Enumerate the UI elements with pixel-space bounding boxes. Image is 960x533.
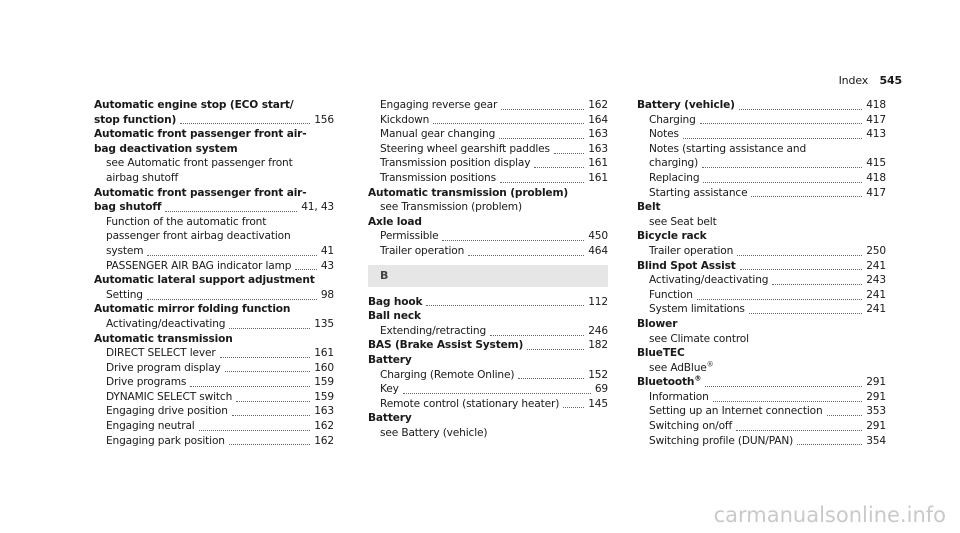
dot-leader bbox=[797, 443, 862, 445]
page-reference: 69 bbox=[594, 383, 608, 396]
entry-text: Drive program display bbox=[106, 361, 221, 374]
index-subentry bbox=[94, 171, 334, 186]
dot-leader bbox=[199, 429, 311, 431]
dot-leader bbox=[683, 137, 862, 139]
dot-leader bbox=[229, 327, 310, 329]
entry-text: Engaging park position bbox=[106, 434, 225, 447]
dot-leader bbox=[147, 298, 317, 300]
dot-leader bbox=[705, 385, 862, 387]
entry-text: see Automatic front passenger front bbox=[106, 157, 293, 170]
index-subentry bbox=[368, 382, 608, 397]
dot-leader bbox=[165, 210, 297, 212]
entry-text: Starting assistance bbox=[649, 186, 748, 199]
entry-text: charging) bbox=[649, 157, 699, 170]
dot-leader bbox=[190, 385, 310, 387]
entry-text: Automatic front passenger front air- bbox=[94, 186, 307, 199]
index-column-1 bbox=[94, 98, 334, 448]
dot-leader bbox=[751, 195, 862, 197]
entry-text: Charging (Remote Online) bbox=[380, 368, 515, 381]
page-reference: 182 bbox=[588, 339, 608, 352]
index-subentry bbox=[94, 215, 334, 230]
index-subentry bbox=[637, 273, 886, 288]
page-reference: 152 bbox=[588, 368, 608, 381]
index-entry bbox=[94, 98, 334, 113]
index-subentry bbox=[637, 113, 886, 128]
index-subentry bbox=[368, 142, 608, 157]
page-reference: 98 bbox=[320, 288, 334, 301]
dot-leader bbox=[713, 400, 863, 402]
dot-leader bbox=[220, 356, 311, 358]
index-entry bbox=[637, 229, 886, 244]
entry-text: Transmission positions bbox=[380, 171, 496, 184]
page-reference: 159 bbox=[314, 390, 334, 403]
index-entry bbox=[94, 142, 334, 157]
page-reference: 417 bbox=[866, 186, 886, 199]
dot-leader bbox=[527, 348, 584, 350]
dot-leader bbox=[500, 181, 584, 183]
index-entry bbox=[637, 375, 886, 390]
page-reference: 415 bbox=[866, 157, 886, 170]
entry-text: Bag hook bbox=[368, 295, 423, 308]
dot-leader bbox=[295, 268, 316, 270]
entry-text: Switching on/off bbox=[649, 420, 733, 433]
page-reference: 164 bbox=[588, 113, 608, 126]
watermark: carmanualsonline.info bbox=[713, 503, 946, 527]
dot-leader bbox=[468, 254, 584, 256]
index-subentry bbox=[94, 390, 334, 405]
dot-leader bbox=[702, 166, 862, 168]
page-reference: 160 bbox=[314, 361, 334, 374]
entry-text: Function of the automatic front bbox=[106, 215, 267, 228]
entry-text: Function bbox=[649, 288, 693, 301]
index-subentry bbox=[94, 434, 334, 449]
entry-text: Blower bbox=[637, 317, 678, 330]
index-subentry bbox=[94, 375, 334, 390]
index-entry bbox=[368, 411, 608, 426]
index-entry bbox=[368, 353, 608, 368]
index-subentry bbox=[637, 302, 886, 317]
entry-text: Steering wheel gearshift paddles bbox=[380, 142, 550, 155]
entry-text: Engaging reverse gear bbox=[380, 99, 498, 111]
index-entry bbox=[368, 309, 608, 324]
page-reference: 161 bbox=[588, 171, 608, 184]
index-subentry bbox=[94, 288, 334, 303]
index-subentry bbox=[637, 186, 886, 201]
index-entry bbox=[94, 273, 334, 288]
index-subentry bbox=[368, 368, 608, 383]
index-subentry bbox=[637, 244, 886, 259]
index-entry bbox=[368, 338, 608, 353]
dot-leader bbox=[236, 400, 310, 402]
dot-leader bbox=[554, 152, 584, 154]
dot-leader bbox=[737, 254, 862, 256]
entry-text: Engaging neutral bbox=[106, 420, 195, 433]
entry-text: Engaging drive position bbox=[106, 405, 228, 418]
entry-text: system bbox=[106, 244, 144, 257]
entry-text: System limitations bbox=[649, 303, 745, 316]
dot-leader bbox=[499, 137, 584, 139]
page-reference: 162 bbox=[588, 99, 608, 111]
entry-text: BlueTEC bbox=[637, 347, 685, 360]
page-reference: 243 bbox=[866, 274, 886, 287]
entry-text: Automatic front passenger front air- bbox=[94, 128, 307, 141]
page-reference: 161 bbox=[588, 157, 608, 170]
dot-leader bbox=[772, 283, 862, 285]
index-entry bbox=[94, 127, 334, 142]
dot-leader bbox=[518, 377, 584, 379]
index-entry bbox=[368, 295, 608, 310]
entry-text: Automatic transmission (problem) bbox=[368, 186, 569, 199]
index-subentry bbox=[637, 361, 886, 376]
index-subentry bbox=[637, 390, 886, 405]
entry-text: see Seat belt bbox=[649, 215, 717, 228]
dot-leader bbox=[225, 370, 311, 372]
index-entry bbox=[637, 346, 886, 361]
page-reference: 417 bbox=[866, 113, 886, 126]
page-reference: 418 bbox=[866, 171, 886, 184]
index-subentry bbox=[368, 113, 608, 128]
index-entry bbox=[637, 98, 886, 113]
page-reference: 354 bbox=[866, 434, 886, 447]
page-reference: 250 bbox=[866, 244, 886, 257]
index-subentry bbox=[94, 156, 334, 171]
page-reference: 163 bbox=[314, 405, 334, 418]
dot-leader bbox=[147, 254, 316, 256]
entry-text: DIRECT SELECT lever bbox=[106, 347, 216, 360]
dot-leader bbox=[739, 108, 862, 110]
entry-text: Manual gear changing bbox=[380, 128, 496, 141]
entry-text: Notes (starting assistance and bbox=[649, 142, 807, 155]
section-letter-b: B bbox=[368, 265, 608, 287]
dot-leader bbox=[501, 108, 584, 110]
index-entry bbox=[94, 200, 334, 215]
index-subentry bbox=[368, 426, 608, 441]
entry-text: Battery bbox=[368, 412, 412, 425]
index-entry bbox=[94, 332, 334, 347]
page-reference: 353 bbox=[866, 405, 886, 418]
dot-leader bbox=[827, 414, 863, 416]
index-subentry bbox=[637, 171, 886, 186]
entry-text: Belt bbox=[637, 201, 661, 214]
index-subentry bbox=[94, 317, 334, 332]
index-subentry bbox=[637, 434, 886, 449]
registered-mark: ® bbox=[706, 360, 714, 369]
page-reference: 162 bbox=[314, 420, 334, 433]
entry-text: Key bbox=[380, 383, 399, 396]
page-reference: 162 bbox=[314, 434, 334, 447]
index-subentry bbox=[94, 419, 334, 434]
entry-text: stop function) bbox=[94, 113, 177, 126]
index-subentry bbox=[637, 156, 886, 171]
dot-leader bbox=[433, 122, 584, 124]
index-entry bbox=[368, 215, 608, 230]
index-subentry bbox=[368, 244, 608, 259]
index-subentry bbox=[94, 259, 334, 274]
page-reference: 161 bbox=[314, 347, 334, 360]
page-reference: 241 bbox=[866, 259, 886, 272]
index-subentry bbox=[637, 127, 886, 142]
entry-text: Notes bbox=[649, 128, 679, 141]
index-column-3 bbox=[637, 98, 886, 448]
page-reference: 135 bbox=[314, 317, 334, 330]
index-subentry bbox=[368, 397, 608, 412]
header-label: Index bbox=[838, 74, 869, 87]
index-subentry bbox=[368, 171, 608, 186]
entry-text: see AdBlue® bbox=[649, 360, 714, 374]
index-subentry bbox=[368, 324, 608, 339]
page-reference: 418 bbox=[866, 99, 886, 111]
index-column-2 bbox=[368, 98, 608, 440]
entry-text: Replacing bbox=[649, 171, 700, 184]
entry-text: passenger front airbag deactivation bbox=[106, 230, 291, 243]
dot-leader bbox=[490, 334, 584, 336]
entry-text: see Battery (vehicle) bbox=[380, 426, 488, 439]
entry-text: DYNAMIC SELECT switch bbox=[106, 390, 233, 403]
index-subentry bbox=[94, 346, 334, 361]
dot-leader bbox=[229, 443, 310, 445]
entry-text: Bicycle rack bbox=[637, 230, 707, 243]
index-group-b bbox=[368, 295, 608, 441]
entry-text: Trailer operation bbox=[649, 244, 734, 257]
dot-leader bbox=[403, 392, 591, 394]
page-reference: 246 bbox=[588, 324, 608, 337]
page-header bbox=[839, 74, 902, 87]
dot-leader bbox=[703, 181, 862, 183]
index-entry bbox=[637, 317, 886, 332]
page-reference: 241 bbox=[866, 303, 886, 316]
dot-leader bbox=[534, 166, 584, 168]
entry-text: Permissible bbox=[380, 230, 439, 243]
page-reference: 163 bbox=[588, 128, 608, 141]
page-reference: 291 bbox=[866, 420, 886, 433]
page-reference: 112 bbox=[588, 295, 608, 308]
entry-text: see Transmission (problem) bbox=[380, 201, 522, 214]
dot-leader bbox=[563, 406, 584, 408]
entry-text: Activating/deactivating bbox=[106, 317, 226, 330]
dot-leader bbox=[232, 414, 310, 416]
page-reference: 156 bbox=[314, 113, 334, 126]
page-reference: 145 bbox=[588, 397, 608, 410]
entry-text: Setting bbox=[106, 288, 143, 301]
index-subentry bbox=[368, 200, 608, 215]
index-subentry bbox=[94, 229, 334, 244]
entry-text: see Climate control bbox=[649, 332, 749, 345]
page-reference: 41 bbox=[320, 244, 334, 257]
page-reference: 291 bbox=[866, 390, 886, 403]
entry-text: Automatic transmission bbox=[94, 332, 233, 345]
dot-leader bbox=[180, 122, 310, 124]
page-reference: 450 bbox=[588, 230, 608, 243]
page-reference: 464 bbox=[588, 244, 608, 257]
index-entry bbox=[637, 259, 886, 274]
index-subentry bbox=[637, 215, 886, 230]
entry-text: Switching profile (DUN/PAN) bbox=[649, 434, 794, 447]
index-entry bbox=[94, 113, 334, 128]
page-number: 545 bbox=[879, 74, 902, 87]
registered-mark: ® bbox=[694, 375, 702, 383]
entry-text: Setting up an Internet connection bbox=[649, 405, 823, 418]
dot-leader bbox=[749, 312, 862, 314]
index-subentry bbox=[368, 127, 608, 142]
entry-text: bag shutoff bbox=[94, 201, 162, 214]
index-subentry bbox=[94, 244, 334, 259]
index-subentry bbox=[637, 419, 886, 434]
entry-text: Transmission position display bbox=[380, 157, 531, 170]
entry-text: bag deactivation system bbox=[94, 142, 238, 155]
entry-text: Blind Spot Assist bbox=[637, 259, 736, 272]
index-entry bbox=[94, 186, 334, 201]
page-reference: 43 bbox=[320, 259, 334, 272]
dot-leader bbox=[740, 268, 863, 270]
entry-text: Information bbox=[649, 390, 709, 403]
index-entry bbox=[637, 200, 886, 215]
page-reference: 41, 43 bbox=[301, 201, 334, 214]
entry-text: Bluetooth® bbox=[637, 375, 702, 389]
index-entry bbox=[368, 186, 608, 201]
index-subentry bbox=[637, 142, 886, 157]
entry-text: PASSENGER AIR BAG indicator lamp bbox=[106, 259, 292, 272]
dot-leader bbox=[697, 298, 862, 300]
entry-text: Kickdown bbox=[380, 113, 430, 126]
index-subentry bbox=[368, 229, 608, 244]
entry-text: Automatic lateral support adjustment bbox=[94, 274, 315, 287]
entry-text: Activating/deactivating bbox=[649, 274, 769, 287]
index-subentry bbox=[637, 332, 886, 347]
entry-text: BAS (Brake Assist System) bbox=[368, 339, 524, 352]
entry-text: Battery (vehicle) bbox=[637, 99, 735, 111]
index-entry bbox=[94, 302, 334, 317]
index-subentry bbox=[94, 361, 334, 376]
index-subentry bbox=[368, 98, 608, 113]
entry-text: Trailer operation bbox=[380, 244, 465, 257]
entry-text: Ball neck bbox=[368, 310, 421, 323]
index-group-a-continued bbox=[368, 98, 608, 259]
entry-text: Axle load bbox=[368, 215, 422, 228]
entry-text: Battery bbox=[368, 353, 412, 366]
entry-text: Automatic engine stop (ECO start/ bbox=[94, 99, 294, 111]
dot-leader bbox=[736, 429, 862, 431]
entry-text: Extending/retracting bbox=[380, 324, 487, 337]
page-reference: 291 bbox=[866, 376, 886, 389]
dot-leader bbox=[700, 122, 863, 124]
index-subentry bbox=[637, 288, 886, 303]
dot-leader bbox=[426, 304, 584, 306]
dot-leader bbox=[442, 239, 584, 241]
page-reference: 163 bbox=[588, 142, 608, 155]
page-reference: 159 bbox=[314, 376, 334, 389]
entry-text: Automatic mirror folding function bbox=[94, 303, 291, 316]
page-reference: 241 bbox=[866, 288, 886, 301]
index-subentry bbox=[368, 156, 608, 171]
entry-text: Drive programs bbox=[106, 376, 187, 389]
entry-text: airbag shutoff bbox=[106, 171, 179, 184]
index-subentry bbox=[94, 404, 334, 419]
entry-text: Remote control (stationary heater) bbox=[380, 397, 560, 410]
index-subentry bbox=[637, 404, 886, 419]
page-reference: 413 bbox=[866, 128, 886, 141]
entry-text: Charging bbox=[649, 113, 696, 126]
